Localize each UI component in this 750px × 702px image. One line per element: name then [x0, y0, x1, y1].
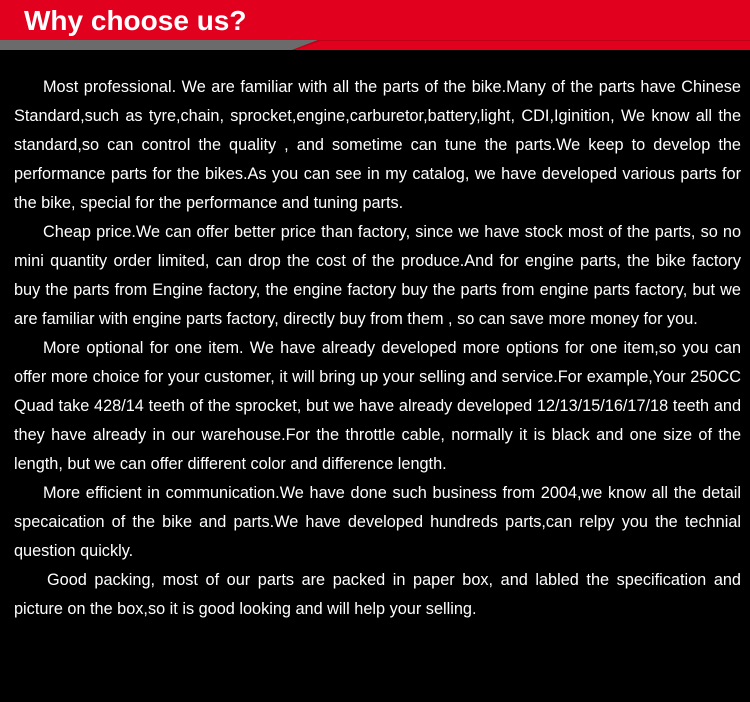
reasons-text-block	[14, 73, 741, 624]
page-title: Why choose us?	[24, 5, 247, 36]
paragraph-communication: More efficient in communication.We have done such business from 2004,we know all the detail specaication of the bike and parts.We have developed hundreds parts,can relpy you the technial question quickly.	[14, 484, 741, 560]
paragraph-more-options: More optional for one item. We have already developed more options for one item,so you can offer more choice for your customer, it will bring up your selling and service.For example,Your 250CC Quad take 428/14 teeth of the sprocket, but we have already developed 12/13/15/16/17/18 teeth and they have already in our warehouse.For the throttle cable, normally it is black and one size of the length, but we can offer different color and difference length.	[14, 339, 741, 473]
header-banner	[0, 0, 750, 50]
paragraph-professional: Most professional. We are familiar with all the parts of the bike.Many of the parts have Chinese Standard,such as tyre,chain, sprocket,engine,carburetor,battery,light, CDI,Iginition, We know all the standard,so can control the quality , and sometime can tune the parts.We keep to develop the performance parts for the bikes.As you can see in my catalog, we have developed various parts for the bike, special for the performance and tuning parts.	[14, 78, 741, 212]
paragraph-cheap-price: Cheap price.We can offer better price than factory, since we have stock most of the parts, so no mini quantity order limited, can drop the cost of the produce.And for engine parts, the bike factory buy the parts from Engine factory, the engine factory buy the parts from engine parts factory, but we are familiar with engine parts factory, directly buy from them , so can save more money for you.	[14, 223, 741, 328]
paragraph-packing: Good packing, most of our parts are packed in paper box, and labled the specification and picture on the box,so it is good looking and will help your selling.	[14, 571, 741, 618]
